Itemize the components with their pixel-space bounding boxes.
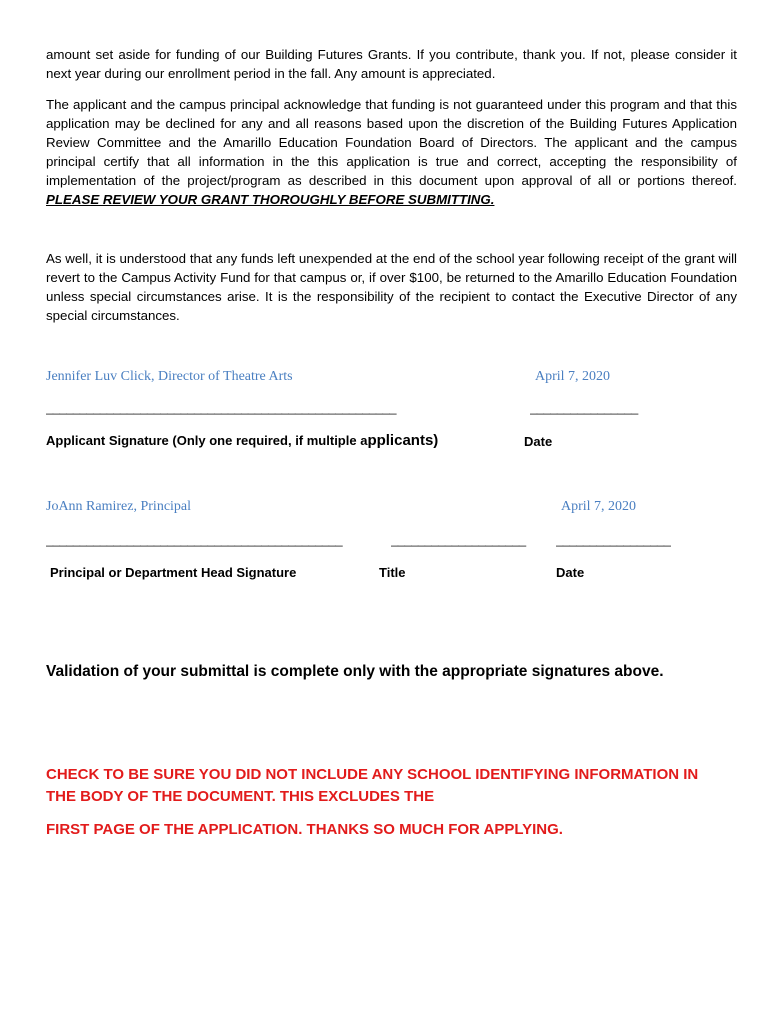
principal-title-line: ____________________ xyxy=(391,532,526,547)
principal-signed-name: JoAnn Ramirez, Principal xyxy=(46,499,192,514)
applicant-date-label: Date xyxy=(524,434,553,449)
warning-line-1: CHECK TO BE SURE YOU DID NOT INCLUDE ANY SCHOOL IDENTIFYING INFORMATION IN xyxy=(46,766,699,783)
validation-notice: Validation of your submittal is complete only with the appropriate signatures above. xyxy=(46,663,664,680)
acknowledgement-text: The applicant and the campus principal acknowledge that funding is not guaranteed under this program and that this application may be declined for any and all reasons based upon the discretion of the Building Futures Application Review Committee and the Amarillo Education Foundation Board of Directors. The applicant and the campus principal certify that all information in the this application is true and correct, accepting the responsibility of implementation of the project/program as described in this document upon approval of all or portions thereof. xyxy=(46,97,737,188)
review-notice: PLEASE REVIEW YOUR GRANT THOROUGHLY BEFORE SUBMITTING. xyxy=(46,192,495,207)
applicant-signature-line: ____________________________________________________ xyxy=(46,400,396,415)
acknowledgement-paragraph xyxy=(46,95,737,209)
warning-line-3: FIRST PAGE OF THE APPLICATION. THANKS SO MUCH FOR APPLYING. xyxy=(46,821,563,838)
applicant-signature-label xyxy=(46,432,438,449)
applicant-signed-name: Jennifer Luv Click, Director of Theatre Arts xyxy=(46,369,293,384)
applicant-signed-date: April 7, 2020 xyxy=(535,369,611,384)
principal-date-label: Date xyxy=(556,565,585,580)
applicant-date-line: ________________ xyxy=(530,400,638,415)
principal-title-label: Title xyxy=(379,565,406,580)
applicant-label-main: Applicant Signature (Only one required, if multiple a xyxy=(46,433,368,448)
applicant-label-tail: pplicants) xyxy=(367,432,439,449)
principal-signature-label: Principal or Department Head Signature xyxy=(50,565,297,580)
intro-paragraph: amount set aside for funding of our Building Futures Grants. If you contribute, thank you. If not, please consider it next year during our enrollment period in the fall. Any amount is appreciated. xyxy=(46,47,737,81)
principal-signature-line: ____________________________________________ xyxy=(46,532,343,547)
principal-date-line: _________________ xyxy=(556,532,671,547)
warning-line-2: THE BODY OF THE DOCUMENT. THIS EXCLUDES THE xyxy=(46,788,435,805)
unexpended-funds-paragraph: As well, it is understood that any funds left unexpended at the end of the school year following receipt of the grant will revert to the Campus Activity Fund for that campus or, if over $100, be returned to the Amarillo Education Foundation unless special circumstances arise. It is the responsibility of the recipient to contact the Executive Director of any special circumstances. xyxy=(46,251,737,323)
principal-signed-date: April 7, 2020 xyxy=(561,499,637,514)
